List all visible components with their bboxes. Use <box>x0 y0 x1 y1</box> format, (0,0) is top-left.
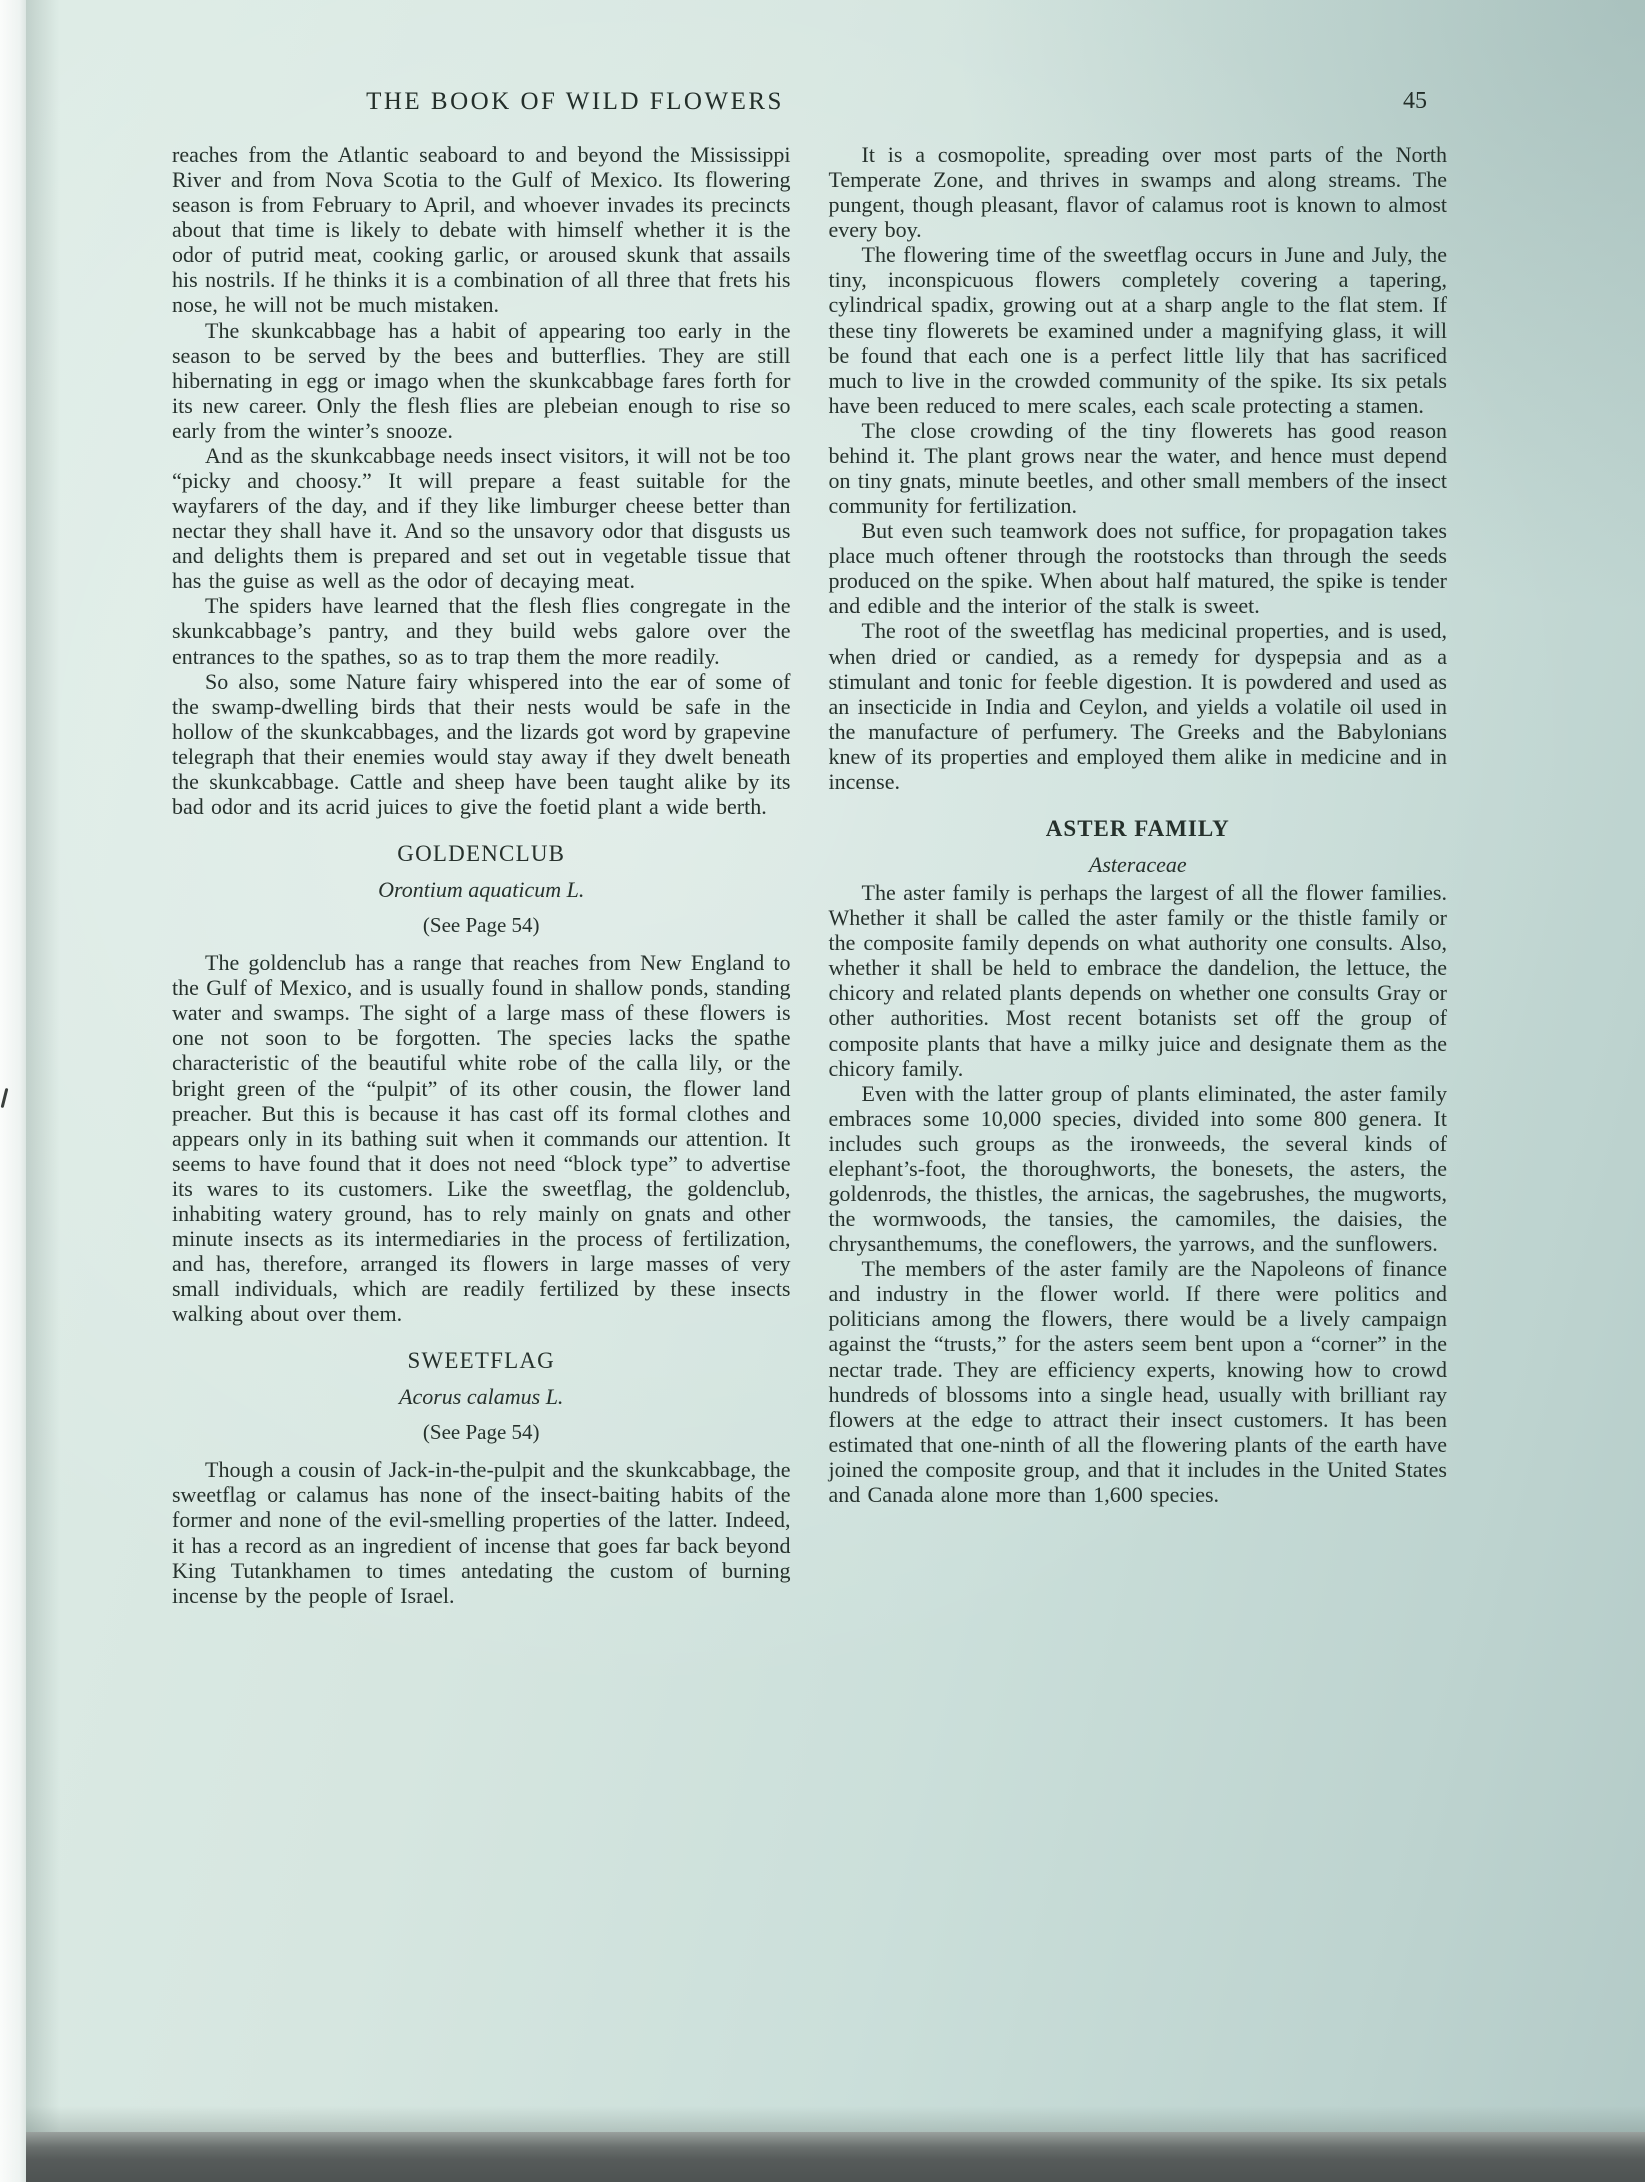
binding-shadow <box>26 0 60 2182</box>
paragraph: And as the skunkcabbage needs insect visitors, it will not be too “picky and choosy.” It will prepare a feast suitable for the wayfarers of the day, and if they like limburger cheese better than nectar they shall have it. And so the unsavory odor that disgusts us and delights them is prepared and set out in vegetable tissue that has the guise as well as the odor of decaying meat. <box>172 442 791 594</box>
see-page-note: (See Page 54) <box>422 1420 540 1445</box>
paragraph: The skunkcabbage has a habit of appearing too early in the season to be served by the bees and butterflies. They are still hibernating in egg or imago when the skunkcabbage fares forth for its new career. Only the flesh flies are plebeian enough to rise so early from the winter’s snooze. <box>172 317 791 443</box>
species-name: Orontium aquaticum L. <box>378 877 585 903</box>
page-number: 45 <box>1403 88 1427 114</box>
left-column <box>172 142 791 1608</box>
species-name: Acorus calamus L. <box>399 1384 564 1410</box>
paragraph: The spiders have learned that the flesh flies congregate in the skunkcabbage’s pantry, and they build webs galore over the entrances to the spathes, so as to trap them the more readily. <box>172 593 791 669</box>
section-heading-goldenclub: GOLDENCLUB <box>397 841 566 867</box>
see-page-note: (See Page 54) <box>422 913 540 938</box>
scan-bottom-edge <box>24 2132 1645 2182</box>
paragraph: The goldenclub has a range that reaches from New England to the Gulf of Mexico, and is usually found in shallow ponds, standing water and swamps. The sight of a large mass of these flowers is one not soon to be forgotten. The species lacks the spathe characteristic of the beautiful white robe of the calla lily, or the bright green of the “pulpit” of its other cousin, the flower land preacher. But this is because it has cast off its formal clothes and appears only in its bathing suit when it commands our attention. It seems to have found that it does not need “block type” to advertise its wares to its customers. Like the sweetflag, the goldenclub, inhabiting watery ground, has to rely mainly on gnats and other minute insects as its intermediaries in the process of fertilization, and has, therefore, arranged its flowers in large masses of very small individuals, which are readily fertilized by these insects walking about over them. <box>172 950 791 1327</box>
paragraph: Even with the latter group of plants eliminated, the aster family embraces some 10,000 species, divided into some 800 genera. It includes such groups as the ironweeds, the several kinds of elephant’s-foot, the thoroughworts, the bonesets, the asters, the goldenrods, the thistles, the arnicas, the sagebrushes, the mugworts, the wormwoods, the tansies, the camomiles, the daisies, the chrysanthemums, the coneflowers, the yarrows, and the sunflowers. <box>828 1080 1447 1257</box>
text-block <box>172 142 1447 1608</box>
page-bottom-shadow <box>24 2106 1645 2132</box>
paragraph: The flowering time of the sweetflag occurs in June and July, the tiny, inconspicuous flowers completely covering a tapering, cylindrical spadix, growing out at a sharp angle to the flat stem. If these tiny flowerets be examined under a magnifying glass, it will be found that each one is a perfect little lily that has sacrificed much to live in the crowded community of the spike. Its six petals have been reduced to mere scales, each scale protecting a stamen. <box>828 242 1447 418</box>
paragraph: reaches from the Atlantic seaboard to and beyond the Mississippi River and from Nova Scotia to the Gulf of Mexico. Its flowering season is from February to April, and whoever invades its precincts about that time is likely to debate with himself whether it is the odor of putrid meat, cooking garlic, or aroused skunk that assails his nostrils. If he thinks it is a combination of all three that frets his nose, he will not be much mistaken. <box>172 142 791 318</box>
paragraph: Though a cousin of Jack-in-the-pulpit and the skunkcabbage, the sweetflag or calamus has none of the insect-baiting habits of the former and none of the evil-smelling properties of the latter. Indeed, it has a record as an ingredient of incense that goes far back beyond King Tutankhamen to times antedating the custom of burning incense by the people of Israel. <box>172 1457 791 1608</box>
paragraph: It is a cosmopolite, spreading over most parts of the North Temperate Zone, and thrives in swamps and along streams. The pungent, though pleasant, flavor of calamus root is known to almost every boy. <box>828 142 1447 243</box>
paragraph: So also, some Nature fairy whispered into the ear of some of the swamp-dwelling birds that their nests would be safe in the hollow of the skunkcabbages, and the lizards got word by grapevine telegraph that their enemies would stay away if they dwelt beneath the skunkcabbage. Cattle and sheep have been taught alike by its bad odor and its acrid juices to give the foetid plant a wide berth. <box>172 668 791 820</box>
paragraph: The close crowding of the tiny flowerets has good reason behind it. The plant grows near the water, and hence must depend on tiny gnats, minute beetles, and other small members of the insect community for fertilization. <box>828 417 1447 519</box>
paragraph: The members of the aster family are the Napoleons of finance and industry in the flower world. If there were politics and politicians among the flowers, there would be a lively campaign against the “trusts,” for the asters seem bent upon a “corner” in the nectar trade. They are efficiency experts, knowing how to crowd hundreds of blossoms into a single head, usually with brilliant ray flowers at the edge to attract their insect customers. It has been estimated that one-ninth of all the flowering plants of the earth have joined the composite group, and that it includes in the United States and Canada alone more than 1,600 species. <box>828 1256 1447 1507</box>
running-title: THE BOOK OF WILD FLOWERS <box>366 88 784 115</box>
paragraph: But even such teamwork does not suffice, for propagation takes place much oftener through the rootstocks than through the seeds produced on the spike. When about half matured, the spike is tender and edible and the interior of the stalk is sweet. <box>828 518 1447 619</box>
family-name: Asteraceae <box>1088 852 1187 878</box>
right-column <box>829 142 1448 1608</box>
section-heading-aster-family: ASTER FAMILY <box>1045 816 1230 842</box>
paragraph: The aster family is perhaps the largest of all the flower families. Whether it shall be called the aster family or the thistle family or the composite family depends on what authority one consults. Also, whether it shall be held to embrace the dandelion, the lettuce, the chicory and related plants depends on whether one consults Gray or other authorities. Most recent botanists set off the group of composite plants that have a milky juice and designate them as the chicory family. <box>828 880 1447 1081</box>
section-heading-sweetflag: SWEETFLAG <box>407 1348 555 1374</box>
paragraph: The root of the sweetflag has medicinal properties, and is used, when dried or candied, as a remedy for dyspepsia and as a stimulant and tonic for feeble digestion. It is powdered and used as an insecticide in India and Ceylon, and yields a volatile oil used in the manufacture of perfumery. The Greeks and the Babylonians knew of its properties and employed them alike in medicine and in incense. <box>828 618 1447 794</box>
